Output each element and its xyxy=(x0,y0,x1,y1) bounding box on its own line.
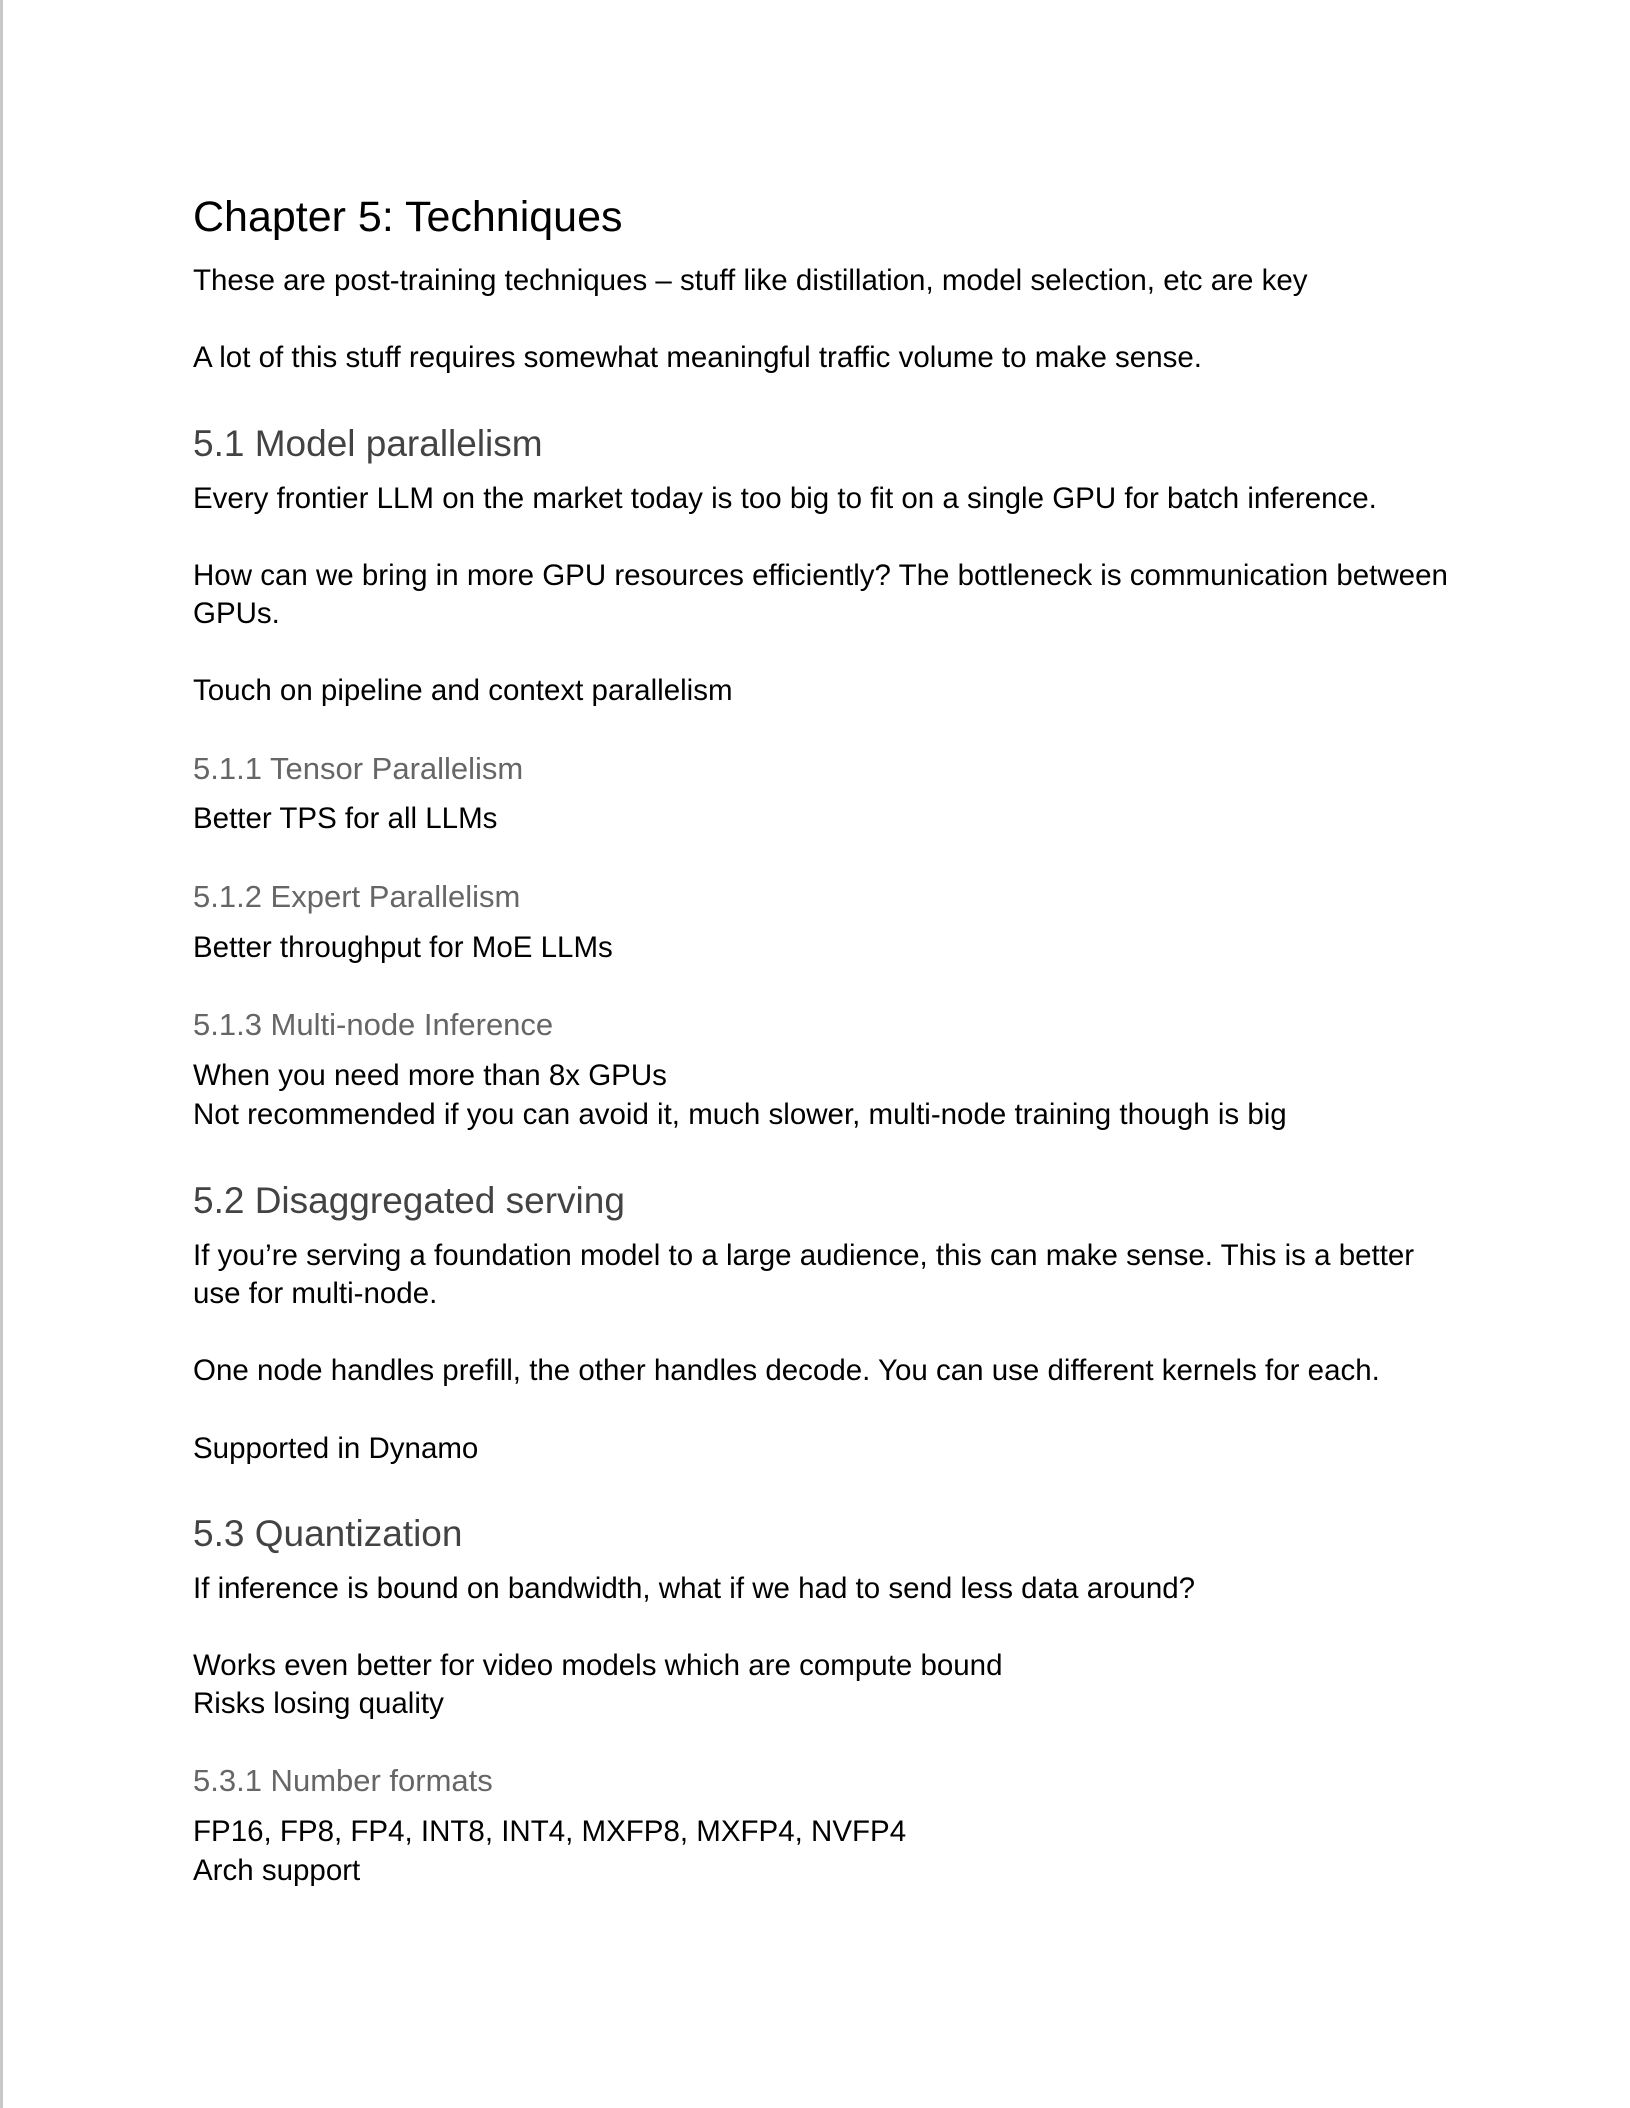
paragraph: When you need more than 8x GPUs xyxy=(193,1059,667,1092)
subsection-heading-5-1-1: 5.1.1 Tensor Parallelism xyxy=(193,751,524,786)
paragraph: One node handles prefill, the other handles decode. You can use different kernels for each. xyxy=(193,1354,1380,1387)
paragraph: Not recommended if you can avoid it, much slower, multi-node training though is big xyxy=(193,1098,1287,1131)
paragraph: Better throughput for MoE LLMs xyxy=(193,931,613,964)
paragraph: If inference is bound on bandwidth, what if we had to send less data around? xyxy=(193,1572,1196,1605)
paragraph: A lot of this stuff requires somewhat meaningful traffic volume to make sense. xyxy=(193,341,1202,374)
subsection-heading-5-3-1: 5.3.1 Number formats xyxy=(193,1763,493,1798)
paragraph: Works even better for video models which are compute bound xyxy=(193,1649,1003,1682)
paragraph: GPUs. xyxy=(193,597,280,630)
page-title: Chapter 5: Techniques xyxy=(193,193,623,241)
paragraph: use for multi-node. xyxy=(193,1277,438,1310)
paragraph: Touch on pipeline and context parallelism xyxy=(193,674,733,707)
paragraph: Risks losing quality xyxy=(193,1687,444,1720)
paragraph: FP16, FP8, FP4, INT8, INT4, MXFP8, MXFP4, NVFP4 xyxy=(193,1815,907,1848)
paragraph: If you’re serving a foundation model to a large audience, this can make sense. This is a better xyxy=(193,1239,1415,1272)
paragraph: These are post-training techniques – stuff like distillation, model selection, etc are key xyxy=(193,264,1308,297)
subsection-heading-5-1-2: 5.1.2 Expert Parallelism xyxy=(193,879,521,914)
section-heading-5-1: 5.1 Model parallelism xyxy=(193,423,543,464)
paragraph: Arch support xyxy=(193,1854,361,1887)
paragraph: Better TPS for all LLMs xyxy=(193,802,498,835)
subsection-heading-5-1-3: 5.1.3 Multi-node Inference xyxy=(193,1007,554,1042)
paragraph: How can we bring in more GPU resources efficiently? The bottleneck is communication between xyxy=(193,559,1448,592)
paragraph: Supported in Dynamo xyxy=(193,1432,479,1465)
section-heading-5-2: 5.2 Disaggregated serving xyxy=(193,1180,625,1221)
section-heading-5-3: 5.3 Quantization xyxy=(193,1513,463,1554)
paragraph: Every frontier LLM on the market today is too big to fit on a single GPU for batch inference. xyxy=(193,482,1377,515)
page-left-border xyxy=(0,0,3,2108)
